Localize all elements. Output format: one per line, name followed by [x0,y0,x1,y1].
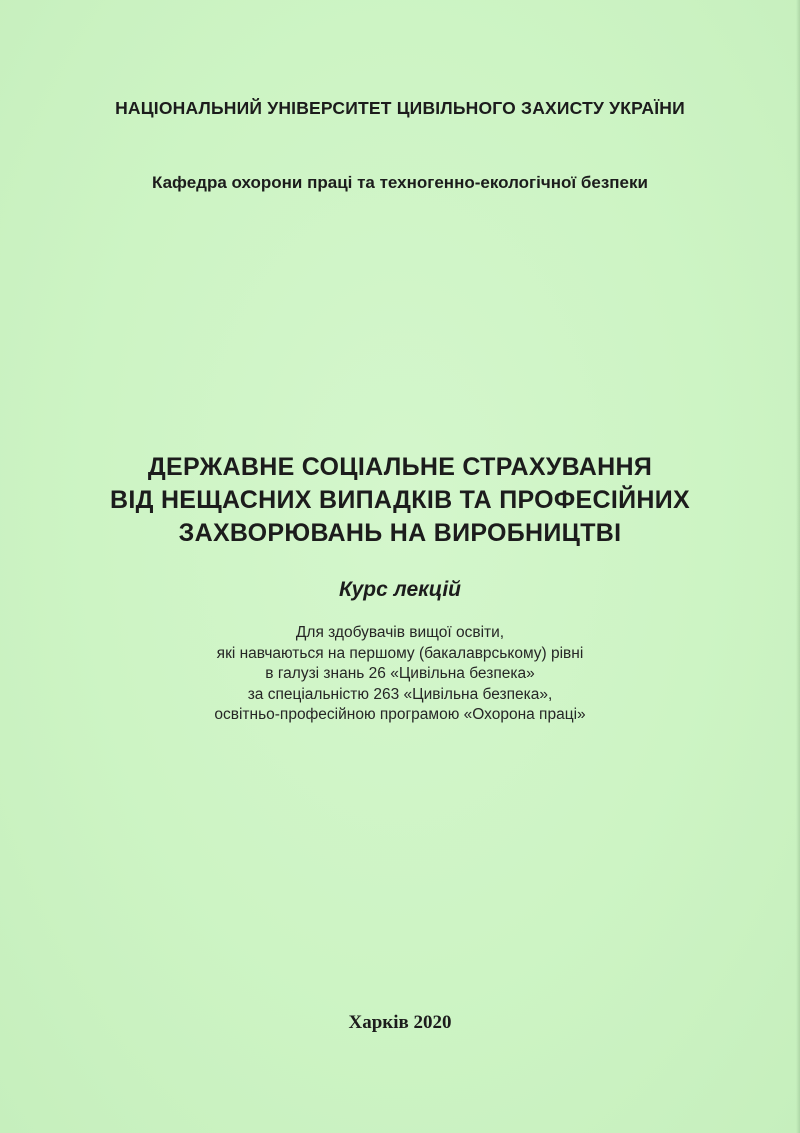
audience-line: Для здобувачів вищої освіти, [295,624,505,641]
audience-line: які навчаються на першому (бакалаврському) рівні [216,644,584,662]
page-edge-shadow [796,0,800,1133]
university-name: НАЦІОНАЛЬНИЙ УНІВЕРСИТЕТ ЦИВІЛЬНОГО ЗАХИСТУ УКРАЇНИ [115,98,685,118]
audience-description [0,623,800,726]
title-line: ДЕРЖАВНЕ СОЦІАЛЬНЕ СТРАХУВАННЯ [147,453,653,481]
audience-line: в галузі знань 26 «Цивільна безпека» [265,665,535,682]
city-year: Харків 2020 [348,1012,452,1033]
document-subtitle: Курс лекцій [339,578,461,601]
document-title [0,451,800,550]
department-name: Кафедра охорони праці та техногенно-екологічної безпеки [152,173,648,192]
title-line: ЗАХВОРЮВАНЬ НА ВИРОБНИЦТВІ [178,519,622,547]
title-line: ВІД НЕЩАСНИХ ВИПАДКІВ ТА ПРОФЕСІЙНИХ [109,486,690,514]
audience-line: за спеціальністю 263 «Цивільна безпека», [247,685,553,703]
audience-line: освітньо-професійною програмою «Охорона праці» [214,706,586,723]
